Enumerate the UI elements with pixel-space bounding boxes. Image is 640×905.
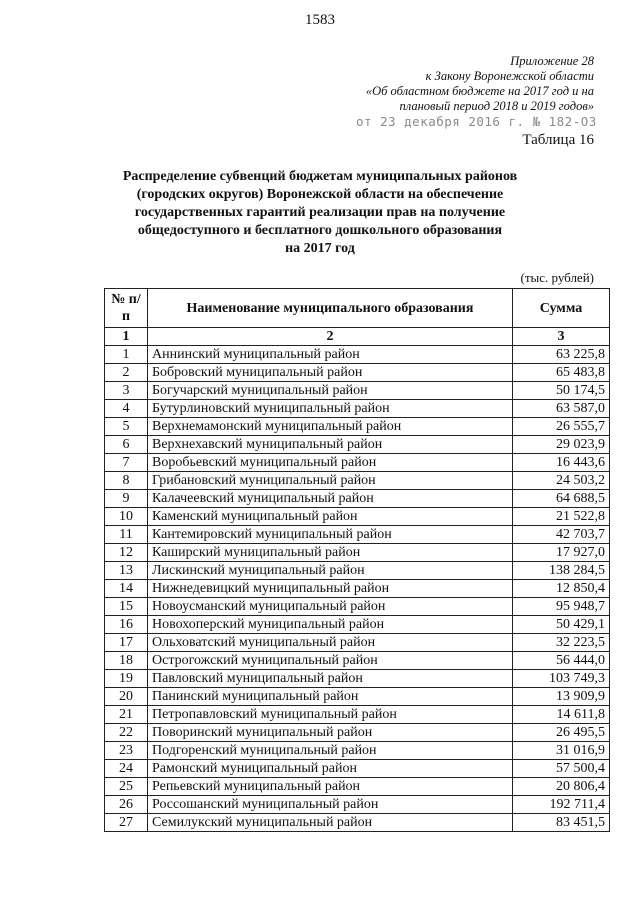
row-sum: 138 284,5	[513, 562, 610, 580]
table-row	[105, 526, 610, 544]
row-sum: 63 587,0	[513, 400, 610, 418]
row-municipality: Россошанский муниципальный район	[148, 796, 513, 814]
header-name: Наименование муниципального образования	[148, 289, 513, 328]
subsidies-table	[104, 288, 610, 832]
appendix-line: «Об областном бюджете на 2017 год и на	[365, 84, 594, 98]
row-municipality: Панинский муниципальный район	[148, 688, 513, 706]
row-sum: 50 429,1	[513, 616, 610, 634]
table-row	[105, 580, 610, 598]
row-number: 9	[105, 490, 148, 508]
table-row	[105, 760, 610, 778]
row-sum: 56 444,0	[513, 652, 610, 670]
table-row	[105, 634, 610, 652]
row-municipality: Павловский муниципальный район	[148, 670, 513, 688]
row-municipality: Подгоренский муниципальный район	[148, 742, 513, 760]
table-header-row	[105, 289, 610, 328]
row-sum: 57 500,4	[513, 760, 610, 778]
document-title	[110, 168, 530, 258]
appendix-line: к Закону Воронежской области	[425, 69, 594, 83]
row-number: 16	[105, 616, 148, 634]
row-number: 21	[105, 706, 148, 724]
table-row	[105, 364, 610, 382]
row-municipality: Кантемировский муниципальный район	[148, 526, 513, 544]
table-row	[105, 778, 610, 796]
row-sum: 26 495,5	[513, 724, 610, 742]
table-row	[105, 418, 610, 436]
row-municipality: Бутурлиновский муниципальный район	[148, 400, 513, 418]
row-municipality: Нижнедевицкий муниципальный район	[148, 580, 513, 598]
row-municipality: Рамонский муниципальный район	[148, 760, 513, 778]
row-number: 18	[105, 652, 148, 670]
row-number: 2	[105, 364, 148, 382]
table-row	[105, 706, 610, 724]
row-municipality: Аннинский муниципальный район	[148, 346, 513, 364]
row-number: 23	[105, 742, 148, 760]
row-municipality: Новохоперский муниципальный район	[148, 616, 513, 634]
row-municipality: Верхнехавский муниципальный район	[148, 436, 513, 454]
title-line: на 2017 год	[285, 241, 355, 256]
row-number: 26	[105, 796, 148, 814]
table-row	[105, 400, 610, 418]
row-municipality: Острогожский муниципальный район	[148, 652, 513, 670]
row-number: 27	[105, 814, 148, 832]
table-row	[105, 346, 610, 364]
row-sum: 50 174,5	[513, 382, 610, 400]
row-municipality: Поворинский муниципальный район	[148, 724, 513, 742]
row-number: 8	[105, 472, 148, 490]
row-number: 15	[105, 598, 148, 616]
units-note: (тыс. рублей)	[520, 270, 594, 285]
row-municipality: Бобровский муниципальный район	[148, 364, 513, 382]
row-sum: 26 555,7	[513, 418, 610, 436]
row-sum: 14 611,8	[513, 706, 610, 724]
row-municipality: Калачеевский муниципальный район	[148, 490, 513, 508]
row-number: 5	[105, 418, 148, 436]
table-row	[105, 616, 610, 634]
table-row	[105, 472, 610, 490]
table-row	[105, 688, 610, 706]
row-municipality: Каширский муниципальный район	[148, 544, 513, 562]
row-sum: 63 225,8	[513, 346, 610, 364]
page-number: 1583	[305, 12, 335, 28]
table-row	[105, 670, 610, 688]
table-row	[105, 724, 610, 742]
row-sum: 31 016,9	[513, 742, 610, 760]
row-sum: 32 223,5	[513, 634, 610, 652]
title-line: Распределение субвенций бюджетам муниципальных районов	[122, 169, 518, 184]
row-number: 13	[105, 562, 148, 580]
column-index: 1	[105, 328, 148, 346]
row-sum: 16 443,6	[513, 454, 610, 472]
title-line: государственных гарантий реализации прав на получение	[134, 205, 506, 220]
row-municipality: Верхнемамонский муниципальный район	[148, 418, 513, 436]
row-sum: 21 522,8	[513, 508, 610, 526]
title-line: общедоступного и бесплатного дошкольного образования	[137, 223, 503, 238]
appendix-line: Приложение 28	[510, 54, 594, 68]
row-sum: 95 948,7	[513, 598, 610, 616]
title-line: (городских округов) Воронежской области на обеспечение	[136, 187, 504, 202]
row-sum: 17 927,0	[513, 544, 610, 562]
appendix-line: плановый период 2018 и 2019 годов»	[399, 99, 594, 113]
row-municipality: Воробьевский муниципальный район	[148, 454, 513, 472]
row-number: 11	[105, 526, 148, 544]
row-municipality: Новоусманский муниципальный район	[148, 598, 513, 616]
row-municipality: Семилукский муниципальный район	[148, 814, 513, 832]
table-row	[105, 544, 610, 562]
row-number: 6	[105, 436, 148, 454]
table-label: Таблица 16	[522, 132, 594, 148]
row-municipality: Лискинский муниципальный район	[148, 562, 513, 580]
table-row	[105, 490, 610, 508]
row-municipality: Петропавловский муниципальный район	[148, 706, 513, 724]
table-row	[105, 742, 610, 760]
row-sum: 65 483,8	[513, 364, 610, 382]
row-sum: 64 688,5	[513, 490, 610, 508]
row-sum: 83 451,5	[513, 814, 610, 832]
row-municipality: Грибановский муниципальный район	[148, 472, 513, 490]
column-index: 3	[513, 328, 610, 346]
table-row	[105, 454, 610, 472]
table-row	[105, 508, 610, 526]
row-number: 20	[105, 688, 148, 706]
row-municipality: Ольховатский муниципальный район	[148, 634, 513, 652]
row-municipality: Репьевский муниципальный район	[148, 778, 513, 796]
table-row	[105, 436, 610, 454]
table-row	[105, 652, 610, 670]
row-sum: 103 749,3	[513, 670, 610, 688]
row-municipality: Каменский муниципальный район	[148, 508, 513, 526]
row-number: 24	[105, 760, 148, 778]
row-number: 7	[105, 454, 148, 472]
row-sum: 20 806,4	[513, 778, 610, 796]
row-sum: 13 909,9	[513, 688, 610, 706]
row-number: 4	[105, 400, 148, 418]
row-number: 25	[105, 778, 148, 796]
row-sum: 42 703,7	[513, 526, 610, 544]
row-municipality: Богучарский муниципальный район	[148, 382, 513, 400]
row-number: 1	[105, 346, 148, 364]
row-sum: 192 711,4	[513, 796, 610, 814]
table-row	[105, 562, 610, 580]
row-number: 3	[105, 382, 148, 400]
row-number: 10	[105, 508, 148, 526]
column-index: 2	[148, 328, 513, 346]
row-number: 17	[105, 634, 148, 652]
row-sum: 29 023,9	[513, 436, 610, 454]
column-index-row	[105, 328, 610, 346]
appendix-block	[294, 54, 594, 114]
row-number: 14	[105, 580, 148, 598]
table-row	[105, 814, 610, 832]
header-sum: Сумма	[513, 289, 610, 328]
row-number: 22	[105, 724, 148, 742]
table-row	[105, 382, 610, 400]
row-sum: 12 850,4	[513, 580, 610, 598]
header-number: № п/п	[105, 289, 148, 328]
table-row	[105, 598, 610, 616]
row-number: 12	[105, 544, 148, 562]
table-row	[105, 796, 610, 814]
row-sum: 24 503,2	[513, 472, 610, 490]
law-date-stamp: от 23 декабря 2016 г. № 182-ОЗ	[356, 114, 597, 129]
row-number: 19	[105, 670, 148, 688]
